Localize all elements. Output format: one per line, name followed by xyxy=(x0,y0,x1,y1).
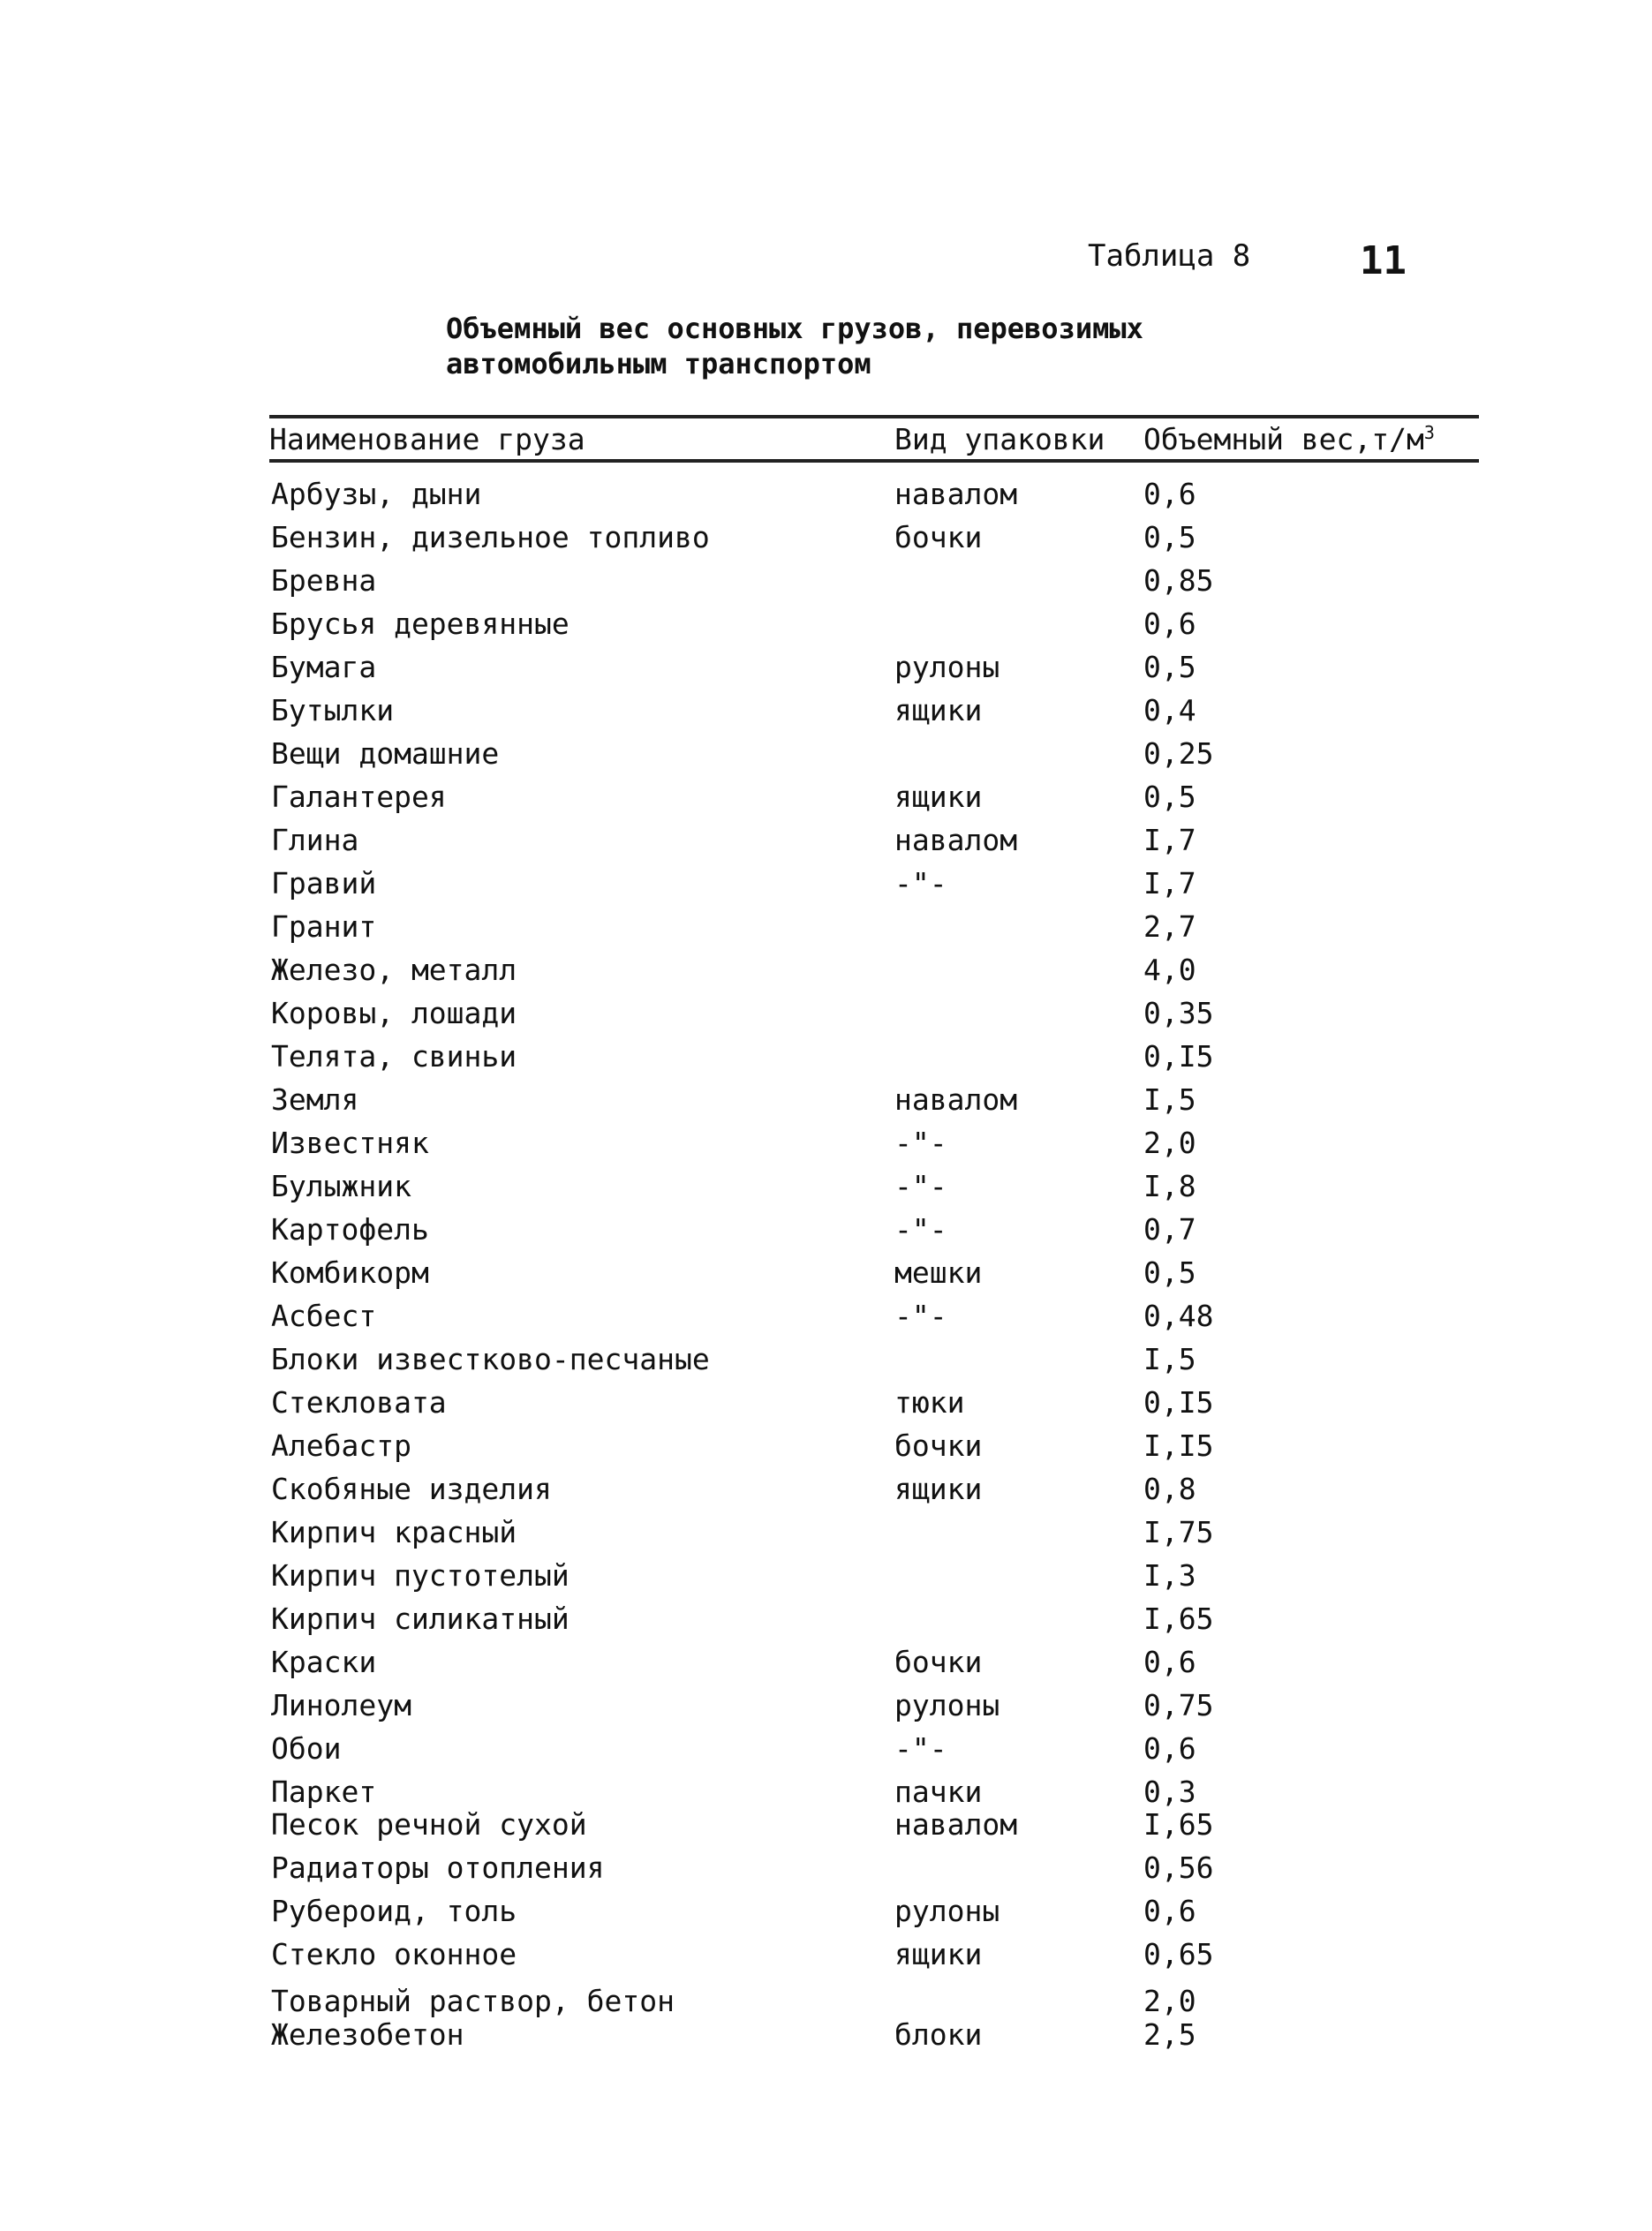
volume-weight-cell: 4,0 xyxy=(1143,953,1196,987)
table-row xyxy=(0,1807,1652,1850)
table-row xyxy=(0,1385,1652,1428)
table-row xyxy=(0,823,1652,865)
volume-weight-cell: 0,8 xyxy=(1143,1472,1196,1506)
volume-weight-cell: 0,65 xyxy=(1143,1937,1214,1971)
cargo-name-cell: Железо, металл xyxy=(271,953,517,987)
cargo-name-cell: Вещи домашние xyxy=(271,736,500,771)
volume-weight-cell: 0,85 xyxy=(1143,563,1214,598)
volume-weight-cell: I,8 xyxy=(1143,1169,1196,1203)
cargo-name-cell: Кирпич силикатный xyxy=(271,1602,570,1636)
table-row xyxy=(0,1212,1652,1255)
cargo-name-cell: Земля xyxy=(271,1082,359,1117)
volume-weight-cell: I,75 xyxy=(1143,1515,1214,1549)
table-row xyxy=(0,866,1652,908)
packaging-cell: -"- xyxy=(894,866,947,901)
volume-weight-cell: I,65 xyxy=(1143,1807,1214,1842)
table-row xyxy=(0,1039,1652,1082)
volume-weight-cell: 0,56 xyxy=(1143,1850,1214,1885)
cargo-name-cell: Гравий xyxy=(271,866,377,901)
title-line-1: Объемный вес основных грузов, перевозимых xyxy=(446,312,1143,345)
table-row xyxy=(0,1602,1652,1644)
table-row xyxy=(0,1894,1652,1936)
header-cargo-name: Наименование груза xyxy=(269,422,585,456)
volume-weight-cell: I,5 xyxy=(1143,1082,1196,1117)
packaging-cell: рулоны xyxy=(894,650,1000,684)
cargo-name-cell: Известняк xyxy=(271,1126,429,1160)
volume-weight-cell: 0,6 xyxy=(1143,1731,1196,1766)
volume-weight-cell: I,I5 xyxy=(1143,1428,1214,1463)
table-row xyxy=(0,1645,1652,1687)
volume-weight-cell: 0,5 xyxy=(1143,650,1196,684)
packaging-cell: ящики xyxy=(894,1937,983,1971)
table-label: Таблица 8 xyxy=(1088,238,1251,274)
table-title xyxy=(446,311,1143,381)
cargo-name-cell: Коровы, лошади xyxy=(271,996,517,1030)
cargo-name-cell: Железобетон xyxy=(271,2017,464,2052)
volume-weight-cell: I,7 xyxy=(1143,823,1196,857)
volume-weight-cell: I,65 xyxy=(1143,1602,1214,1636)
volume-weight-cell: 0,6 xyxy=(1143,1645,1196,1679)
table-row xyxy=(0,780,1652,822)
packaging-cell: навалом xyxy=(894,1082,1018,1117)
table-row xyxy=(0,477,1652,519)
volume-weight-cell: 0,5 xyxy=(1143,780,1196,814)
volume-weight-cell: 2,0 xyxy=(1143,1126,1196,1160)
volume-weight-cell: I,5 xyxy=(1143,1342,1196,1376)
packaging-cell: ящики xyxy=(894,1472,983,1506)
cargo-name-cell: Обои xyxy=(271,1731,342,1766)
table-row xyxy=(0,1688,1652,1730)
volume-weight-cell: 0,48 xyxy=(1143,1299,1214,1333)
table-row xyxy=(0,563,1652,606)
packaging-cell: -"- xyxy=(894,1212,947,1247)
table-row xyxy=(0,909,1652,952)
cargo-name-cell: Галантерея xyxy=(271,780,447,814)
cargo-name-cell: Комбикорм xyxy=(271,1255,429,1290)
cargo-name-cell: Гранит xyxy=(271,909,377,944)
table-row xyxy=(0,736,1652,779)
cargo-name-cell: Асбест xyxy=(271,1299,377,1333)
header-volume-weight xyxy=(1143,422,1435,456)
packaging-cell: тюки xyxy=(894,1385,965,1420)
volume-weight-cell: 0,3 xyxy=(1143,1775,1196,1809)
cargo-name-cell: Стекло оконное xyxy=(271,1937,517,1971)
packaging-cell: рулоны xyxy=(894,1894,1000,1928)
cargo-name-cell: Бензин, дизельное топливо xyxy=(271,520,710,554)
packaging-cell: бочки xyxy=(894,520,983,554)
volume-weight-cell: I,3 xyxy=(1143,1558,1196,1593)
table-row xyxy=(0,996,1652,1038)
volume-weight-cell: I,7 xyxy=(1143,866,1196,901)
table-row xyxy=(0,520,1652,562)
table-row xyxy=(0,1255,1652,1298)
volume-weight-cell: 0,5 xyxy=(1143,520,1196,554)
cargo-name-cell: Алебастр xyxy=(271,1428,411,1463)
cargo-name-cell: Кирпич пустотелый xyxy=(271,1558,570,1593)
title-line-2: автомобильным транспортом xyxy=(446,347,871,381)
table-row xyxy=(0,1342,1652,1384)
packaging-cell: бочки xyxy=(894,1428,983,1463)
cargo-name-cell: Стекловата xyxy=(271,1385,447,1420)
packaging-cell: навалом xyxy=(894,1807,1018,1842)
table-row xyxy=(0,953,1652,995)
table-top-rule xyxy=(269,415,1479,418)
volume-weight-cell: 0,25 xyxy=(1143,736,1214,771)
packaging-cell: -"- xyxy=(894,1731,947,1766)
table-row xyxy=(0,650,1652,692)
packaging-cell: пачки xyxy=(894,1775,983,1809)
cargo-name-cell: Булыжник xyxy=(271,1169,411,1203)
volume-weight-cell: 2,7 xyxy=(1143,909,1196,944)
packaging-cell: мешки xyxy=(894,1255,983,1290)
packaging-cell: блоки xyxy=(894,2017,983,2052)
header-underline xyxy=(269,459,1479,463)
cargo-name-cell: Картофель xyxy=(271,1212,429,1247)
page-number: 11 xyxy=(1360,238,1407,283)
cargo-name-cell: Бревна xyxy=(271,563,377,598)
packaging-cell: -"- xyxy=(894,1299,947,1333)
table-row xyxy=(0,1850,1652,1893)
cargo-name-cell: Арбузы, дыни xyxy=(271,477,482,511)
table-row xyxy=(0,693,1652,735)
cargo-name-cell: Песок речной сухой xyxy=(271,1807,587,1842)
cargo-name-cell: Блоки известково-песчаные xyxy=(271,1342,710,1376)
cargo-name-cell: Рубероид, толь xyxy=(271,1894,517,1928)
cargo-name-cell: Скобяные изделия xyxy=(271,1472,552,1506)
cargo-name-cell: Линолеум xyxy=(271,1688,411,1722)
packaging-cell: рулоны xyxy=(894,1688,1000,1722)
packaging-cell: ящики xyxy=(894,780,983,814)
cargo-name-cell: Краски xyxy=(271,1645,377,1679)
table-row xyxy=(0,1169,1652,1211)
volume-weight-cell: 0,5 xyxy=(1143,1255,1196,1290)
packaging-cell: навалом xyxy=(894,823,1018,857)
volume-weight-cell: 0,75 xyxy=(1143,1688,1214,1722)
volume-weight-cell: 2,0 xyxy=(1143,1984,1196,2018)
cargo-name-cell: Бумага xyxy=(271,650,377,684)
cargo-name-cell: Товарный раствор, бетон xyxy=(271,1984,675,2018)
packaging-cell: навалом xyxy=(894,477,1018,511)
table-row xyxy=(0,1082,1652,1125)
packaging-cell: -"- xyxy=(894,1169,947,1203)
header-unit-superscript: 3 xyxy=(1423,422,1435,443)
volume-weight-cell: 0,4 xyxy=(1143,693,1196,727)
table-row xyxy=(0,1299,1652,1341)
table-row xyxy=(0,1428,1652,1471)
volume-weight-cell: 0,I5 xyxy=(1143,1039,1214,1074)
header-volume-weight-text: Объемный вес,т/м xyxy=(1143,422,1424,456)
table-row xyxy=(0,1515,1652,1557)
table-row xyxy=(0,1731,1652,1774)
cargo-name-cell: Кирпич красный xyxy=(271,1515,517,1549)
table-row xyxy=(0,1937,1652,1979)
cargo-name-cell: Радиаторы отопления xyxy=(271,1850,605,1885)
packaging-cell: ящики xyxy=(894,693,983,727)
table-row xyxy=(0,2017,1652,2060)
table-row xyxy=(0,1472,1652,1514)
packaging-cell: бочки xyxy=(894,1645,983,1679)
volume-weight-cell: 0,6 xyxy=(1143,607,1196,641)
cargo-name-cell: Глина xyxy=(271,823,359,857)
cargo-name-cell: Паркет xyxy=(271,1775,377,1809)
volume-weight-cell: 0,I5 xyxy=(1143,1385,1214,1420)
table-row xyxy=(0,607,1652,649)
volume-weight-cell: 0,7 xyxy=(1143,1212,1196,1247)
cargo-name-cell: Бутылки xyxy=(271,693,395,727)
header-packaging: Вид упаковки xyxy=(894,422,1105,456)
volume-weight-cell: 0,6 xyxy=(1143,477,1196,511)
cargo-name-cell: Брусья деревянные xyxy=(271,607,570,641)
table-row xyxy=(0,1126,1652,1168)
volume-weight-cell: 0,6 xyxy=(1143,1894,1196,1928)
cargo-name-cell: Телята, свиньи xyxy=(271,1039,517,1074)
volume-weight-cell: 2,5 xyxy=(1143,2017,1196,2052)
volume-weight-cell: 0,35 xyxy=(1143,996,1214,1030)
packaging-cell: -"- xyxy=(894,1126,947,1160)
table-row xyxy=(0,1558,1652,1601)
